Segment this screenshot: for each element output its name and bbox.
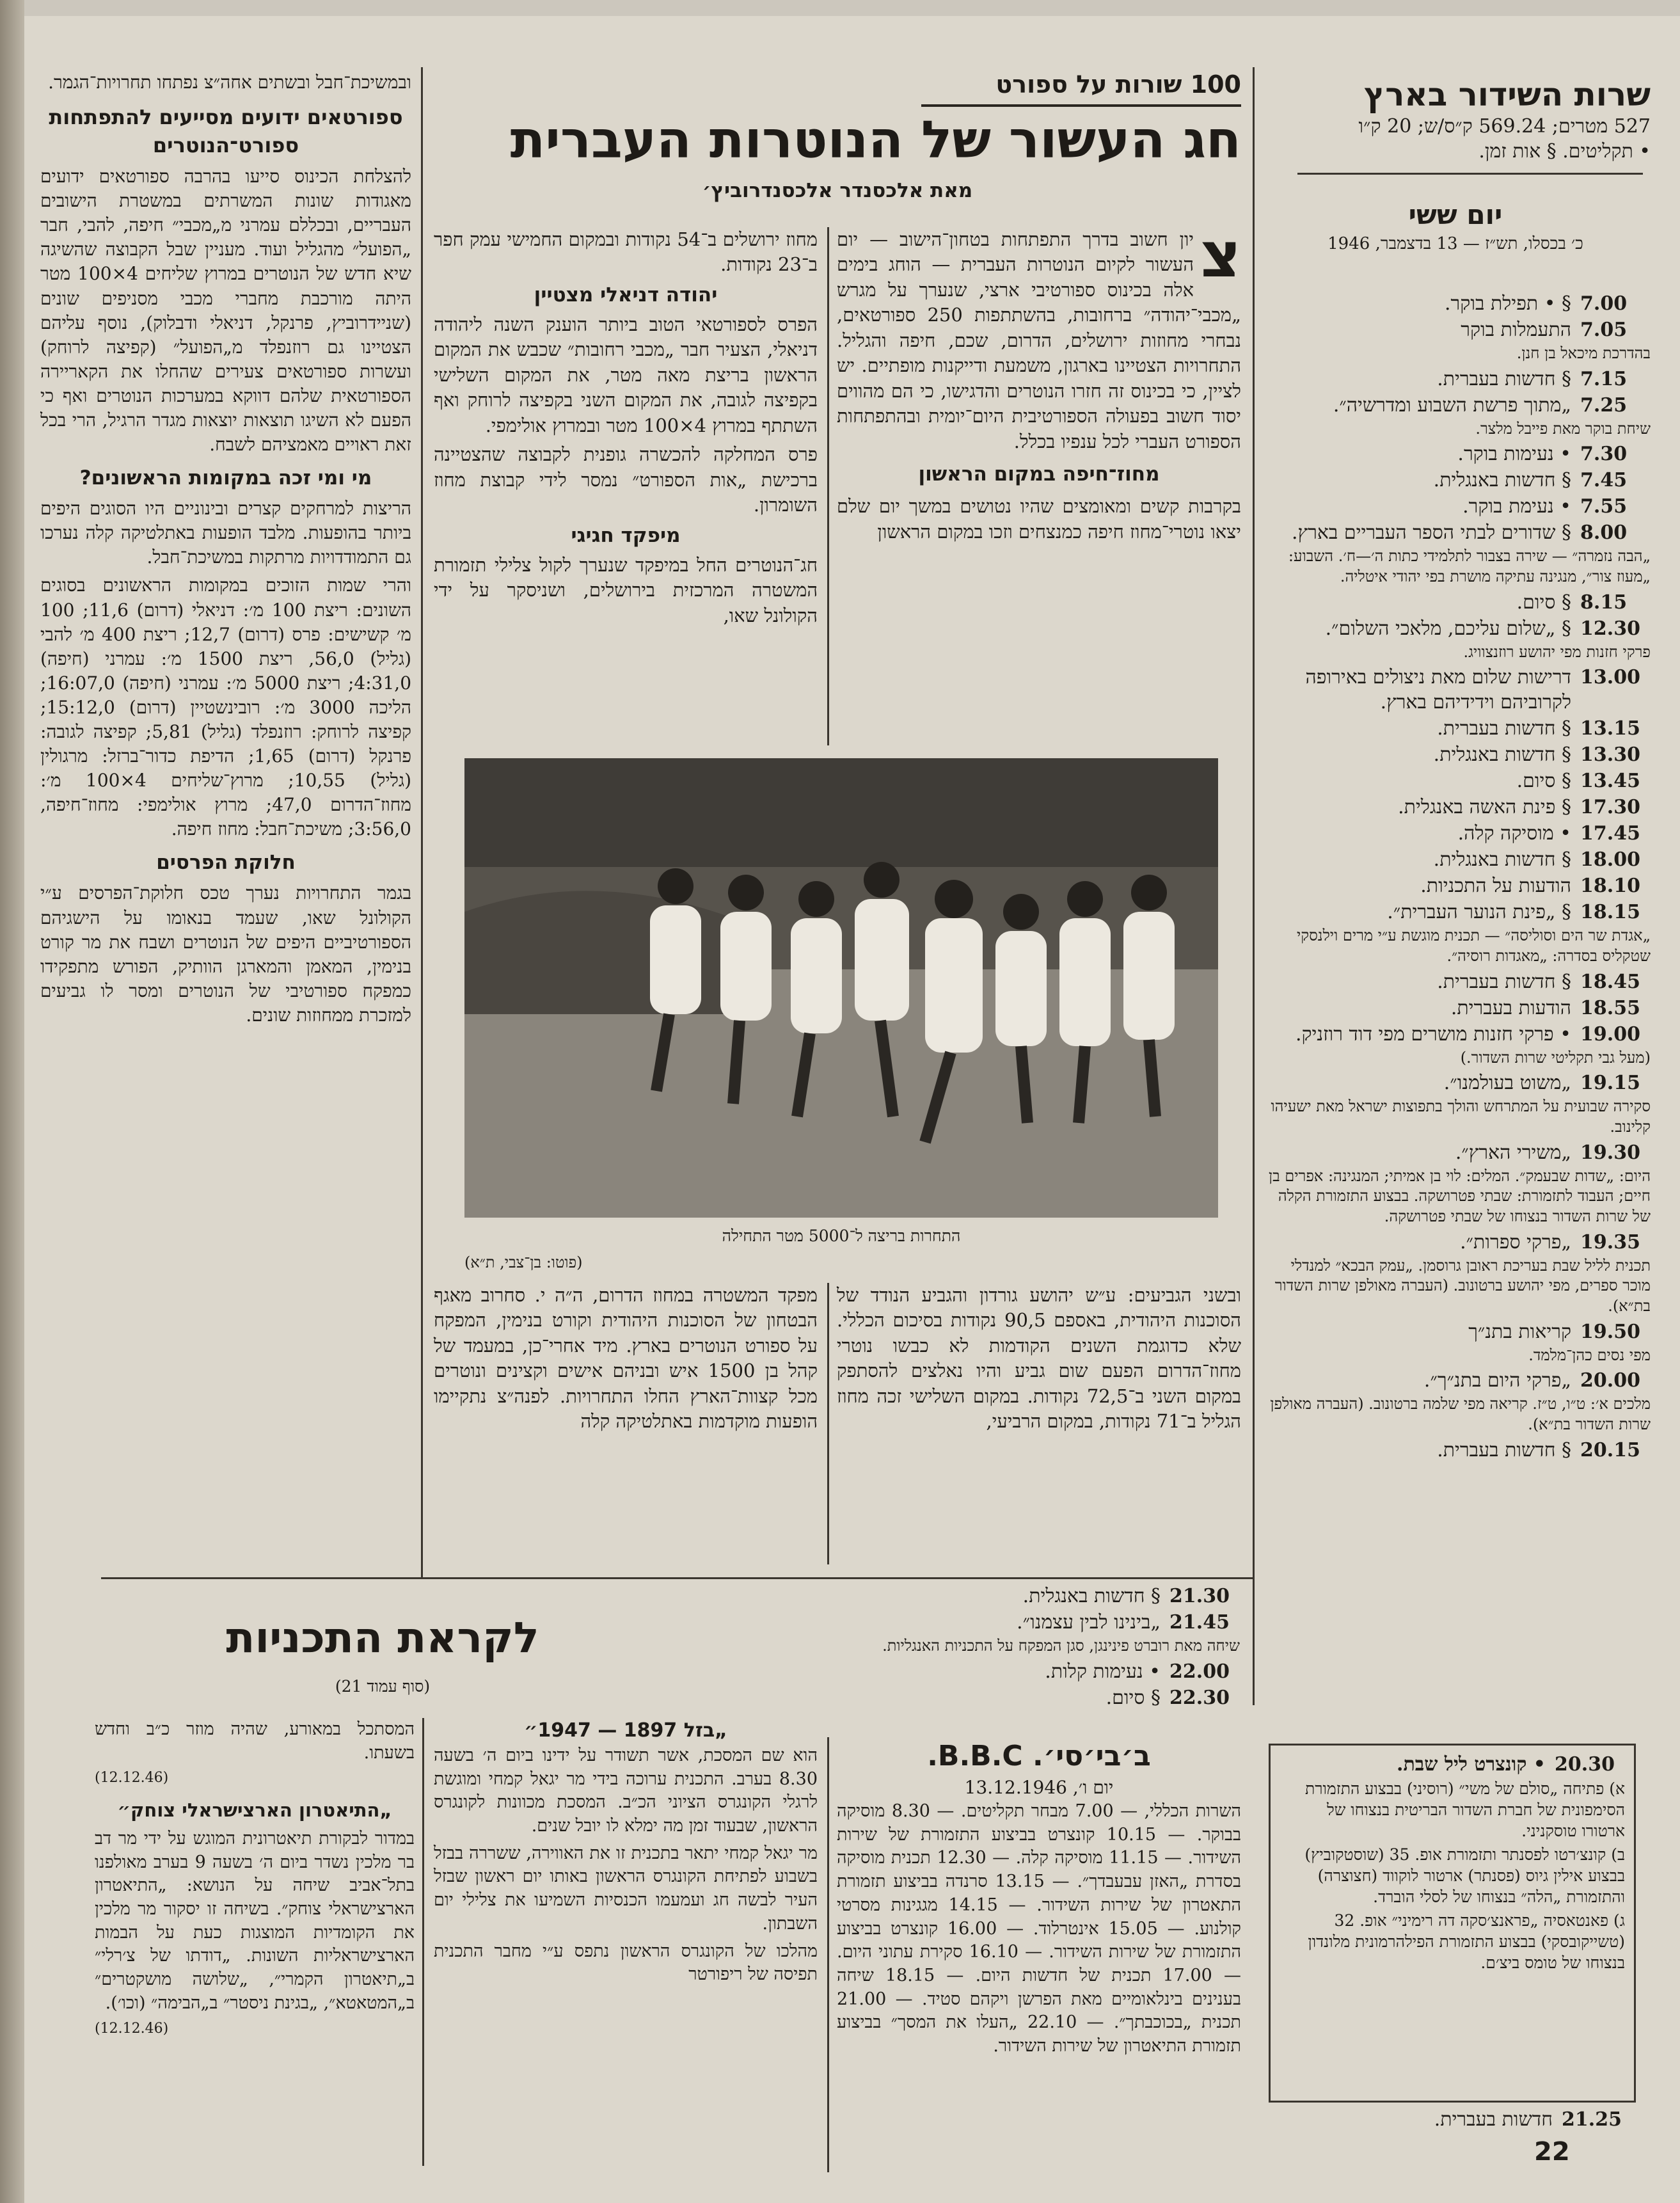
schedule-row [1260,1438,1651,1463]
schedule-row [1260,393,1651,418]
schedule-row [1260,441,1651,466]
bbc-section [837,1737,1241,2062]
left-subhead-3: חלוקת הפרסים [156,851,296,875]
schedule-text: „משירי הארץ״. [1455,1141,1571,1164]
column-rule [827,1737,829,2172]
sport-kicker: 100 שורות על ספורט [921,68,1241,107]
schedule-time: 19.15 [1580,1072,1640,1095]
schedule-text: „מתוך פרשת השבוע ומדרשיה״. [1333,394,1571,417]
towards-title: לקראת התכניות [226,1613,539,1662]
schedule-row [1260,468,1651,493]
newspaper-page [24,16,1680,2203]
schedule-text: • נעימות בוקר. [1457,443,1571,466]
schedule-time: 19.50 [1580,1320,1640,1343]
schedule-row [1260,900,1651,925]
after-concert [1269,2107,1632,2133]
schedule-text: § • תפילת בוקר. [1445,292,1571,315]
schedule-time: 19.30 [1580,1141,1640,1164]
schedule-row [1260,317,1651,342]
radio-title: שרות השידור בארץ [1364,76,1651,113]
schedule-time: 8.00 [1580,521,1628,545]
concert-box [1269,1744,1636,2103]
divider [1297,173,1643,175]
page-number: 22 [1534,2137,1570,2167]
schedule-note: מלכים א׳: ט״ו, ט״ז. קריאה מפי שלמה ברטונוב. (העברה מאולפן שרות השדור בת״א). [1270,1395,1651,1434]
schedule-note: מפי נסים כהן־מלמד. [1528,1346,1651,1364]
schedule-row [1260,1140,1651,1165]
schedule-note: „הבה נזמרה״ — שירה בצבור לתלמידי כתות ה׳—ח׳. השבוע: „מעוז צור״, מנגינה עתיקה מושרת בפי יהודי איטליה. [1288,547,1651,586]
article-col-2 [434,227,818,632]
left-column [40,70,411,1031]
bbc-title: ב׳בי׳סי׳. B.B.C. [927,1740,1151,1772]
towards-programs-header [101,1609,664,1698]
schedule-text: § שדורים לבתי הספר העבריים בארץ. [1291,521,1571,545]
book-spine [0,0,24,2203]
schedule-text: „בינינו לבין עצמנו״. [1017,1611,1161,1634]
runners-illustration [464,758,1218,1218]
schedule-time: 19.35 [1580,1230,1640,1253]
schedule-time: 7.15 [1580,367,1628,390]
race-photo [464,758,1218,1218]
left-p4: בגמר התחרויות נערך טכס חלוקת־הפרסים ע״י הקולונל שאו, שעמד בנאומו על הישגיהם הספורטיביים היפים של הנוטרים ושבח את מר קורט בנימין, המאמן והמארגן הוותיק, הפורש מתפקידו כמפקח ספורטיבי של הנוטרים ומסר לו גביעים למזכרת ממחוזות שונים. [40,882,411,1026]
schedule-text: • מוסיקה קלה. [1457,822,1571,845]
basel-text-3: מהלכו של הקונגרס הראשון נתפס ע״י מחבר התכנית תפיסה של ריפורטר [434,1941,818,1985]
schedule-time: 18.55 [1580,996,1640,1019]
column-rule [422,1718,424,2166]
col2-text-b: הפרס לספורטאי הטוב ביותר הוענק השנה ליהודה דניאלי, הצעיר חבר „מכבי רחובות״ שכבש את המקום הראשון בריצת מאה מטר, את המקום השלישי בקפיצה לגובה, את המקום השני בקפיצה לרוחק ואף השתתף במרוץ 4×100 מטר ובמרוץ אולימפי. [434,314,818,436]
after-time: 21.25 [1562,2108,1622,2131]
schedule-time: 13.45 [1580,770,1640,793]
schedule-row [1260,291,1651,316]
basel-text: הוא שם המסכת, אשר תשודר על ידינו ביום ה׳ בשעה 8.30 בערב. התכנית ערוכה בידי מר יגאל קמחי ומוגשת לרגלי הקונגרס הציוני הכ״ב. המסכת מכוונות לקונגרס הראשון, שבעוד זמן מה ימלא לו יובל שנים. [434,1745,818,1836]
photo-caption: התחרות בריצה ל־5000 מטר התחילה [722,1227,961,1245]
article-byline: מאת אלכסנדר אלכסנדרוביץ׳ [702,179,973,202]
schedule-text: § חדשות בעברית. [1437,1438,1571,1461]
schedule-text: § פינת האשה באנגלית. [1398,796,1571,819]
schedule-text: § חדשות באנגלית. [1433,744,1571,767]
schedule-row [843,1610,1240,1635]
schedule-row [1260,742,1651,767]
schedule-time: 22.30 [1169,1686,1230,1709]
basel-text-2: מר יגאל קמחי יתאר בתכנית זו את האווירה, ששררה בבזל בשבוע לפתיחת הקונגרס הראשון באותו יום ראשון שבזל העיר לבשה חג ועמעמו הכנסיות השמיעו את צלילי יום השבתון. [434,1843,818,1934]
schedule-time: 18.15 [1580,901,1640,924]
schedule-time: 18.00 [1580,848,1640,871]
col-b-date: (12.12.46) [95,1770,169,1786]
schedule-row [1260,795,1651,820]
col2-text: מחוז ירושלים ב־54 נקודות ובמקום החמישי עמק חפר ב־23 נקודות. [434,228,818,276]
day-heading [1260,196,1651,255]
sport-headline [434,112,1241,204]
left-p2: הריצות למרחקים קצרים ובינוניים היו הסוגים היפים ביותר בהופעות. מלבד הופעות באתלטיקה קלה נערכו גם התמודדויות מרתקות במשיכת־חבל. [40,498,411,568]
schedule-time: 19.00 [1580,1022,1640,1046]
column-rule [1253,67,1255,1705]
day-date: כ׳ בכסלו, תש״ז — 13 בדצמבר, 1946 [1327,234,1583,254]
schedule-text: דרישות שלום מאת ניצולים באירופה לקרוביהם וידידיהם בארץ. [1305,666,1571,714]
left-top: ובמשיכת־חבל ובשתים אחה״צ נפתחו תחרויות־הגמר. [48,72,411,93]
after-text: חדשות בעברית. [1434,2108,1553,2131]
schedule-time: 7.55 [1580,495,1628,518]
col2-text-d: חג־הנוטרים החל במיפקד שנערך לקול צלילי תזמורת המשטרה המרכזית בירושלים, ושניסקר על ידי הקולונל שאו, [434,553,818,626]
towards-subtitle: (סוף עמוד 21) [335,1676,431,1696]
schedule-text: „פרקי ספרות״. [1460,1230,1571,1253]
radio-frequency: 527 מטרים; 569.24 ק״ס/ש; 20 ק״ו [1358,115,1651,138]
left-p3: והרי שמות הזוכים במקומות הראשונים בסוגים השונים: ריצת 100 מ׳: דניאלי (דרום) 11,6; 100 מ׳ קשישים: פרס (דרום) 12,7; ריצת 400 מ׳ להבי (גליל) 56,0, ריצת 1500 מ׳: עמרני (חיפה) 4:31,0; ריצת 5000 מ׳: עמרני (חיפה) 16:07,0; הליכה 3000 מ׳: רובינשטיין (דרום) 15:12,0; קפיצה לרוחק: רוזנפלד (גליל) 5,81; קפיצה לגובה: פרנקל (דרום) 1,65; הדיפת כדור־ברזל: מרגולין (גליל) 10,55; מרוץ־שליחים 4×100 מ׳: מחוז־הדרום 47,0; מרוץ אולימפי: מחוז־חיפה, 3:56,0; משיכת־חבל: מחוז חיפה. [40,575,412,840]
schedule-row [1260,1368,1651,1393]
left-p1: להצלחת הכינוס סייעו בהרבה ספורטאים ידועים מאגודות שונות המשרתים במשטרת הישובים העבריים, ובכללם עמרני מ„מכבי״ חיפה, להבי, חבר „הפועל״ מהגליל ועוד. מעניין שבל הקבוצה שהשיגה שיא חדש של הנוטרים במרוץ שליחים 4×100 מטר היתה מורכבת מחברי מכבי מסניפים שונים (שניידרוביץ, פרנקל, דניאלי ודבלוק), נוסף עליהם הצטיינו גם רוזנפלד מ„הפועל״ (קפיצה לרוחק) ועשרות ספורטאים צעירים שהחלו את הקאריירה הספורטאית שלהם דווקא במערכות הנוטרים ואף כי הפעם לא השיגו תוצאות יוצאות מגדר הרגיל, הרי בכל זאת ראויים מאמציהם לשבח. [40,166,411,455]
bbc-date: יום ו׳, 13.12.1946 [964,1776,1114,1798]
theater-text: במדור לבקורת תיאטרונית המוגש על ידי מר דב בר מלכין נשדר ביום ה׳ בשעה 9 בערב מאולפנו בתל־אביב שיחה על הנושא: „התיאטרון הארצישראלי צוחק״. בשיחה זו יסקור מר מלכין את הקומדיות המוצגות כעת על הבמות הארצישראליות השונות. „דודתו של צ׳רלי״ ב„תיאטרון הקמרי״, „שלושה מושקטרים״ ב„המטאטא״, „בגינת ניסטר״ ב„הבימה״ (וכו׳). [95,1828,415,2013]
bbc-text: השרות הכללי, — 7.00 מבחר תקליטים. — 8.30 מוסיקה בבוקר. — 10.15 קונצרט בביצוע התזמורת של שירות השידור. — 11.15 מוסיקה קלה. — 12.30 תכנית מוסיקה בסדרת „האזן עבעבדך״. — 13.15 סרנדה בביצוע תזמורת התאטרון של שירות השידור. — 14.15 מגגינות מסרטי קולנוע. — 15.05 אינטרלוד. — 16.00 קונצרט בביצוע התזמורת של שירות השידור. — 16.10 סקירת עתוני היום. — 17.00 תכנית של חדשות היום. — 18.15 שיחה בענינים בינלאומיים מאת הפרשן ויקהם סטיד. — 21.00 תכנית „בכוכבתך״. — 22.10 „העלו את המסך״ בביצוע תזמורת התיאטרון של שירות השידור. [837,1801,1241,2056]
schedule-text: • פרקי חזנות מושרים מפי דוד רוזניק. [1295,1022,1571,1046]
schedule-time: 20.15 [1580,1438,1640,1461]
radio-schedule-list [1260,291,1651,1464]
schedule-row [1260,367,1651,392]
schedule-note: שיחת בוקר מאת פייבל מלצר. [1475,419,1651,438]
schedule-row [1260,996,1651,1021]
column-rule [827,1283,829,1564]
schedule-row [843,1659,1240,1684]
col1-text-b: בקרבות קשים ומאומצים שהיו נטושים במשך יום שלם יצאו נוטרי־מחוז חיפה כמנצחים וזכו במקום הראשון [837,495,1241,543]
col2-text-c: פרס המחלקה להכשרה גופנית לקבוצה שהצטיינה ברכישת „אות הספורט״ נמסר לידי קבוצת מחוז השומרון. [434,443,818,516]
schedule-text: § סיום. [1105,1686,1161,1709]
schedule-row [1260,665,1651,715]
schedule-row [1260,1022,1651,1047]
towards-col-b [95,1718,415,2038]
schedule-time: 8.15 [1580,591,1628,614]
concert-item: א) פתיחה „סולם של משי״ (רוסיני) בבצוע התזמורת הסימפונית של חברת השדור הבריטית בנצוחו של ארטורו טוסקניני. [1304,1779,1625,1840]
drop-cap: צ [1200,219,1241,292]
basel-title: „בזל 1897 — 1947״ [524,1719,727,1742]
schedule-text: § חדשות בעברית. [1437,367,1571,390]
schedule-row [843,1685,1240,1710]
schedule-time: 21.30 [1169,1585,1230,1607]
theater-title: „התיאטרון הארצישראלי צוחק״ [117,1799,392,1822]
schedule-time: 12.30 [1580,617,1640,640]
schedule-row [843,1584,1240,1609]
schedule-row [1260,616,1651,641]
schedule-text: § סיום. [1516,591,1571,614]
schedule-row [1260,821,1651,846]
schedule-time: 21.45 [1169,1611,1230,1634]
schedule-text: § „פינת הנוער העברית״. [1387,901,1571,924]
schedule-note: פרקי חזנות מפי יהושע רוזנצוויג. [1463,642,1651,661]
schedule-time: 13.30 [1580,744,1640,767]
schedule-text: § חדשות בעברית. [1437,717,1571,740]
schedule-text: § סיום. [1516,770,1571,793]
towards-col-a [434,1718,818,1991]
schedule-text: „פרקי היום בתנ״ך״. [1423,1369,1571,1392]
schedule-time: 7.05 [1580,319,1628,341]
col1-subhead: מחוז־חיפה במקום הראשון [918,462,1160,486]
article-title: חג העשור של הנוטרות העברית [510,110,1241,170]
schedule-time: 7.00 [1580,292,1628,315]
schedule-note: „אגדת שר הים וסוליסה״ — תכנית מוגשת ע״י מרים וילנסקי שטקליס בסדרה: „מאגדות רוסיה״. [1296,927,1651,966]
col2-subhead: יהודה דניאלי מצטיין [534,283,718,306]
schedule-time: 7.25 [1580,394,1628,417]
schedule-text: התעמלות בוקר [1461,319,1571,341]
schedule-row [1260,768,1651,793]
schedule-row [1260,1070,1651,1095]
col-b-top: המסתכל במאורע, שהיה מוזר כ״ב וחדש בשעתו. [95,1719,415,1763]
schedule-time: 13.00 [1580,666,1640,689]
schedule-row [1260,969,1651,994]
article-bottom-2: מפקד המשטרה במחוז הדרום, ה״ה י. סחרוב מאגף הבטחון של הסוכנות היהודית וקורט בנימין, המפקח על ספורט הנוטרים בארץ. מיד אחרי־כן, במעמד של קהל בן 1500 איש ובניהם אישים וקצינים ונוטרים מכל קצוות־הארץ החלו התחרויות. לפנה״צ נתקיימו הופעות מוקדמות באתלטיקה קלה [434,1284,818,1433]
photo-credit: (פוטו: בן־צבי, ת״א) [464,1253,583,1271]
schedule-time: 7.30 [1580,443,1628,466]
schedule-row [1260,590,1651,615]
schedule-text: § „שלום עליכם, מלאכי השלום״. [1325,617,1571,640]
day-title: יום ששי [1408,199,1503,230]
schedule-text: § חדשות באנגלית. [1433,848,1571,871]
left-subhead-2: מי ומי זכה במקומות הראשונים? [79,466,372,490]
lower-schedule [843,1584,1240,1712]
schedule-text: הודעות בעברית. [1450,996,1571,1019]
col1-text: יון חשוב בדרך התפתחות בטחון־הישוב — יום העשור לקיום הנוטרות העברית — הוחג בימים אלה בכינוס ספורטיבי ארצי, שנערך על מגרש „מכבי־יהודה״ ברחובות, בהשתתפות 250 ספורטאים, נבחרי מחוזות ירושלים, הדרום, שכם, חיפה והגליל. התחרויות הצטיינו בארגון, משמעת ודייקנות מופתיים. יש לציין, כי בכינוס זה חזרו הנוטרים והדגישו, כי הם מהווים יסוד חשוב בפעולה הספורטיבית היום־יומית ובהתפתחות הספורט העברי לכל ענפיו בכלל. [837,228,1241,452]
schedule-time: 22.00 [1169,1660,1230,1683]
schedule-row [1260,716,1651,741]
article-bottom-1: ובשני הגביעים: ע״ש יהושע גורדון והגביע הנודד של הסוכנות היהודית, באספם 90,5 נקודות בסיכום הכללי. שלא כדוגמת השנים הקודמות לא כבשו נוטרי מחוז־הדרום הפעם שום גביע והיו נאלצים להסתפק במקום השני ב־72,5 נקודות. במקום השלישי זכה מחוז הגליל ב־71 נקודות, במקום הרביעי, [837,1284,1241,1433]
schedule-time: 17.30 [1580,796,1640,819]
column-rule [827,227,829,745]
col-b-date-2: (12.12.46) [95,2020,169,2037]
schedule-note: סקירה שבועית על המתרחש והולך בתפוצות ישראל מאת ישעיהו קלינוב. [1271,1097,1651,1136]
left-subhead-1: ספורטאים ידועים מסייעים להתפתחות ספורט־הנוטרים [49,105,403,157]
schedule-text: § חדשות באנגלית. [1433,469,1571,492]
section-divider [101,1577,1253,1579]
radio-legend: • תקליטים. § אות זמן. [1478,139,1651,163]
schedule-row [1260,494,1651,519]
column-rule [421,67,423,1577]
schedule-text: קריאות בתנ״ך [1468,1320,1571,1343]
concert-time: 20.30 [1555,1753,1615,1776]
schedule-note: שיחה מאת רוברט פינינגן, סגן המפקח על התכניות האנגליות. [882,1637,1240,1655]
schedule-row [1260,873,1651,898]
schedule-note: (מעל גבי תקליטי שרות השדור.) [1460,1048,1651,1067]
radio-header [1260,77,1651,164]
schedule-text: הודעות על התכניות. [1420,875,1571,898]
schedule-note: תכנית לליל שבת בעריכת ראובן גרוסמן. „עמק הבכא״ למנדלי מוכר ספרים, מפי יהושע ברטונוב. (העברה מאולפן שרות השדור בת״א). [1274,1256,1651,1316]
schedule-text: § חדשות באנגלית. [1022,1585,1161,1607]
concert-item: ג) פאנטאסיה „פראנצ׳סקה דה רימיני״ אופ. 32 (טשייקובסקי) בבצוע התזמורת הפילהרמונית מלונדון בנצוחו של טומס ביצ׳ם. [1308,1911,1625,1972]
schedule-time: 18.45 [1580,970,1640,993]
concert-item: ב) קונצ׳רטו לפסנתר ותזמורת אופ. 35 (שוסטקוביץ) בבצוע אילין גיוס (פסנתר) ארטור לוקווד (חצוצרה) והתזמורת „הלה״ בנצוחו של לסלי הוברד. [1304,1845,1625,1906]
schedule-time: 13.15 [1580,717,1640,740]
schedule-note: בהדרכת מיכאל בן חנן. [1516,344,1651,362]
schedule-time: 17.45 [1580,822,1640,845]
col2-subhead-2: מיפקד חגיגי [571,523,681,547]
schedule-row [1260,520,1651,545]
schedule-text: • נעימות קלות. [1045,1660,1161,1683]
schedule-time: 18.10 [1580,875,1640,898]
schedule-note: היום: „שדות שבעמק״. המלים: לוי בן אמיתי; המנגינה: אפרים בן חיים; העבוד לתזמורת: שבתי פטרושקה. בבצוע התזמורת הקלה של שרות השדור בנצוחו של שבתי פטרושקה. [1268,1166,1651,1226]
schedule-text: „משוט בעולמנו״. [1443,1072,1571,1095]
schedule-text: • נעימת בוקר. [1462,495,1571,518]
schedule-row [1260,1319,1651,1344]
schedule-time: 20.00 [1580,1369,1640,1392]
schedule-time: 7.45 [1580,469,1628,492]
article-col-1 [837,219,1241,548]
concert-title: • קונצרט ליל שבת. [1397,1753,1546,1776]
schedule-text: § חדשות בעברית. [1437,970,1571,993]
schedule-row [1260,847,1651,872]
schedule-row [1260,1230,1651,1255]
